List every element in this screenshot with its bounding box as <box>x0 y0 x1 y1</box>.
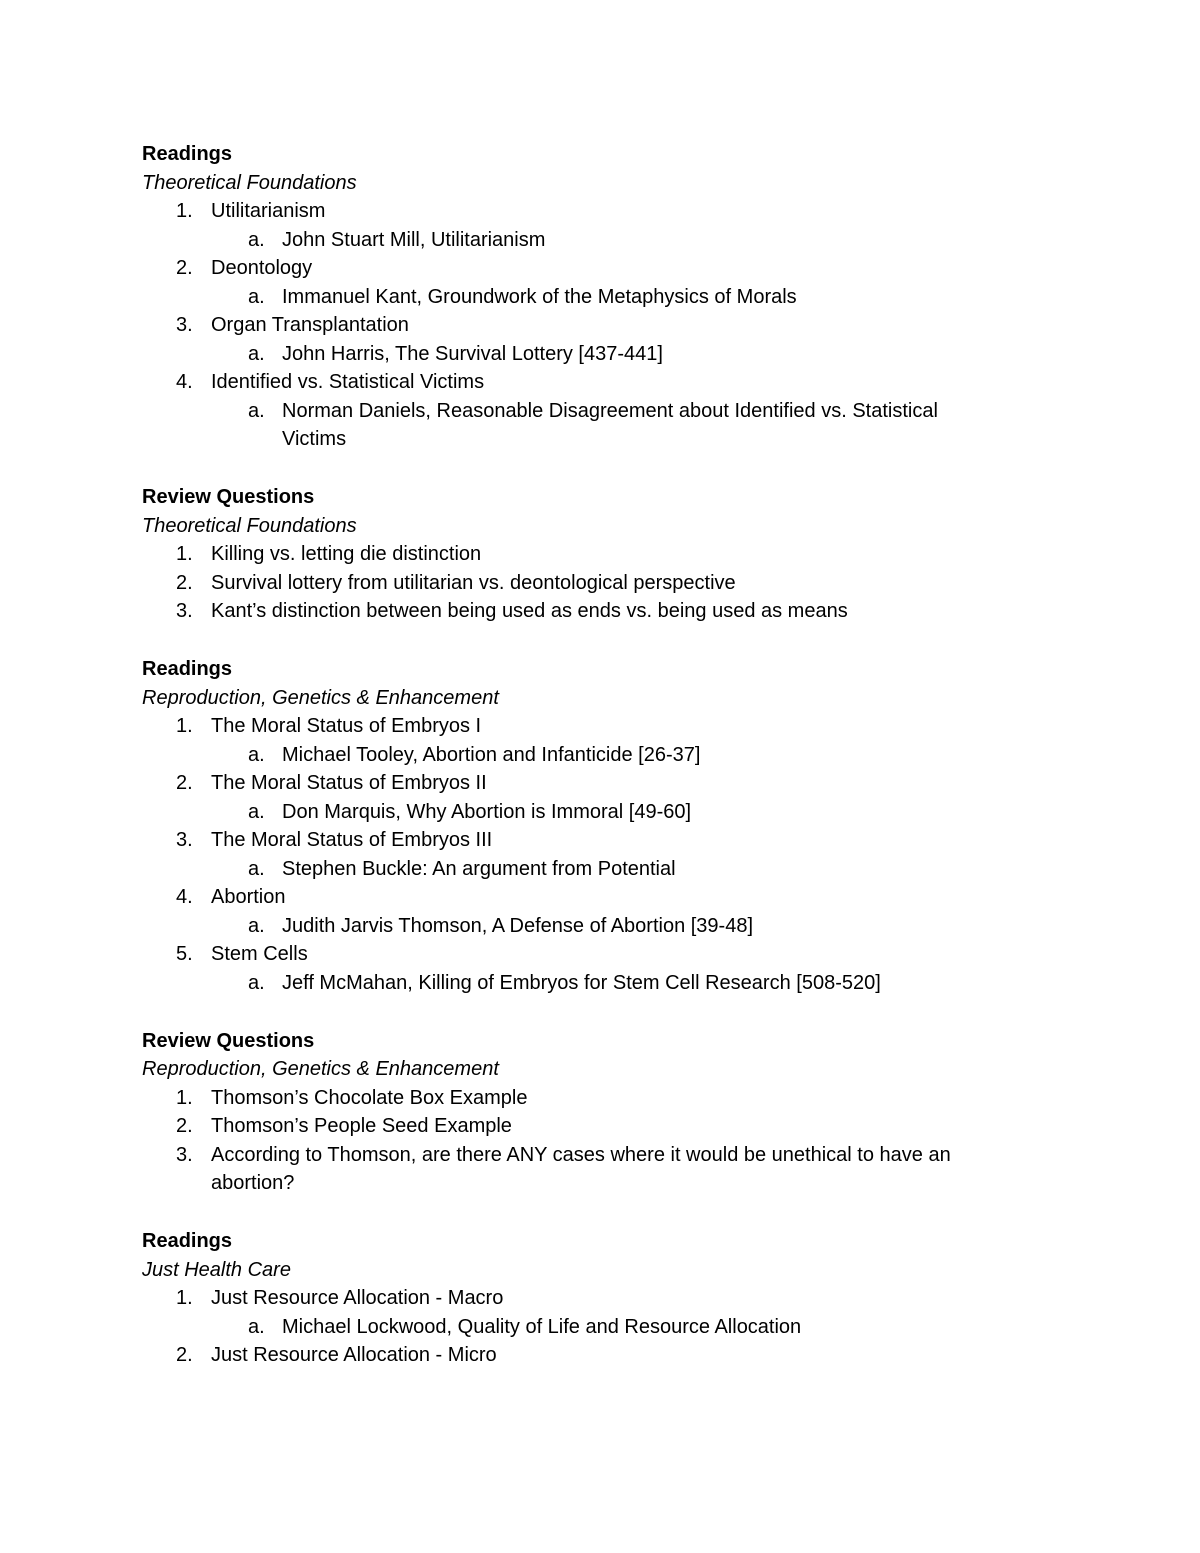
list-number: 3. <box>176 600 193 622</box>
section-readings-theoretical <box>142 140 1042 454</box>
list-item <box>142 569 1042 598</box>
list-item <box>142 883 1042 912</box>
list-item-text: Deontology <box>211 257 313 279</box>
list-item-text: According to Thomson, are there ANY cases where it would be unethical to have an abortion? <box>211 1143 951 1194</box>
sub-list-letter: a. <box>248 342 265 365</box>
list-number: 4. <box>176 371 193 393</box>
list-number: 1. <box>176 715 193 737</box>
list-item <box>142 712 1042 741</box>
sub-list-item-text: Stephen Buckle: An argument from Potential <box>282 857 676 880</box>
sub-list-letter: a. <box>248 1315 265 1338</box>
list-number: 2. <box>176 772 193 794</box>
list-number: 1. <box>176 543 193 565</box>
section-subheading: Just Health Care <box>142 1258 291 1281</box>
sub-list-letter: a. <box>248 971 265 994</box>
list-number: 2. <box>176 1344 193 1366</box>
list-item <box>142 540 1042 569</box>
list-item <box>142 368 1042 397</box>
sub-list-letter: a. <box>248 800 265 823</box>
sub-list-item-text: Judith Jarvis Thomson, A Defense of Abortion [39-48] <box>282 914 754 937</box>
list-item-text: Thomson’s Chocolate Box Example <box>211 1086 528 1109</box>
list-number: 3. <box>176 314 193 336</box>
section-review-reproduction <box>142 1027 1042 1198</box>
sub-list-item-text: Jeff McMahan, Killing of Embryos for Stem Cell Research [508-520] <box>282 971 881 994</box>
list-item <box>142 254 1042 283</box>
sub-list-item-text: Michael Tooley, Abortion and Infanticide [26-37] <box>282 743 701 766</box>
document-body <box>142 140 1042 1370</box>
list-item <box>142 1141 1031 1198</box>
list-number: 1. <box>176 1086 193 1109</box>
list-item <box>142 940 1042 969</box>
sub-list-item <box>142 397 1002 454</box>
sub-list-item <box>142 1313 1002 1342</box>
sub-list-item <box>142 969 1002 998</box>
section-heading: Review Questions <box>142 1029 315 1052</box>
list-number: 3. <box>176 1143 193 1166</box>
list-item-text: Utilitarianism <box>211 200 326 222</box>
section-heading: Readings <box>142 658 233 680</box>
sub-list-letter: a. <box>248 914 265 937</box>
section-readings-reproduction <box>142 655 1042 997</box>
list-item-text: The Moral Status of Embryos II <box>211 772 487 794</box>
list-number: 2. <box>176 571 193 594</box>
sub-list-item-text: Norman Daniels, Reasonable Disagreement about Identified vs. Statistical Victims <box>282 399 938 450</box>
list-item-text: Abortion <box>211 886 286 908</box>
section-subheading: Theoretical Foundations <box>142 514 357 537</box>
section-subheading: Reproduction, Genetics & Enhancement <box>142 686 499 709</box>
list-item <box>142 1341 1042 1370</box>
list-number: 4. <box>176 886 193 908</box>
list-number: 1. <box>176 200 193 222</box>
list-item-text: Stem Cells <box>211 943 308 965</box>
section-review-theoretical <box>142 483 1042 626</box>
sub-list-letter: a. <box>248 399 265 422</box>
sub-list-letter: a. <box>248 743 265 766</box>
list-item-text: Thomson’s People Seed Example <box>211 1115 512 1137</box>
list-item-text: Organ Transplantation <box>211 314 409 336</box>
sub-list-item <box>142 340 1002 369</box>
list-item <box>142 1112 1042 1141</box>
section-readings-health-care <box>142 1227 1042 1370</box>
sub-list-item-text: John Harris, The Survival Lottery [437-441] <box>282 342 663 365</box>
list-number: 2. <box>176 1115 193 1137</box>
sub-list-item <box>142 283 1002 312</box>
list-item-text: Kant’s distinction between being used as ends vs. being used as means <box>211 600 848 622</box>
sub-list-item-text: John Stuart Mill, Utilitarianism <box>282 228 546 251</box>
sub-list-letter: a. <box>248 285 265 308</box>
sub-list-item <box>142 912 1002 941</box>
section-subheading: Theoretical Foundations <box>142 171 357 194</box>
section-heading: Readings <box>142 1230 233 1252</box>
section-heading: Review Questions <box>142 486 315 508</box>
sub-list-letter: a. <box>248 228 265 251</box>
sub-list-letter: a. <box>248 857 265 880</box>
sub-list-item-text: Michael Lockwood, Quality of Life and Resource Allocation <box>282 1315 802 1338</box>
list-item <box>142 826 1042 855</box>
list-item <box>142 311 1042 340</box>
list-number: 1. <box>176 1287 193 1309</box>
list-number: 3. <box>176 829 193 851</box>
section-heading: Readings <box>142 143 233 165</box>
list-item-text: The Moral Status of Embryos III <box>211 829 493 851</box>
list-item-text: Just Resource Allocation - Micro <box>211 1344 497 1366</box>
sub-list-item-text: Don Marquis, Why Abortion is Immoral [49-60] <box>282 800 692 823</box>
list-number: 5. <box>176 943 193 965</box>
list-item-text: Identified vs. Statistical Victims <box>211 371 485 393</box>
list-item-text: The Moral Status of Embryos I <box>211 715 482 737</box>
list-item <box>142 597 1042 626</box>
list-item-text: Just Resource Allocation - Macro <box>211 1287 504 1309</box>
list-item <box>142 197 1042 226</box>
list-item-text: Survival lottery from utilitarian vs. deontological perspective <box>211 571 736 594</box>
list-item <box>142 1284 1042 1313</box>
list-item <box>142 769 1042 798</box>
list-item-text: Killing vs. letting die distinction <box>211 543 482 565</box>
sub-list-item <box>142 855 1002 884</box>
list-item <box>142 1084 1042 1113</box>
list-number: 2. <box>176 257 193 279</box>
sub-list-item <box>142 798 1002 827</box>
sub-list-item <box>142 226 1002 255</box>
sub-list-item-text: Immanuel Kant, Groundwork of the Metaphysics of Morals <box>282 285 797 308</box>
sub-list-item <box>142 741 1002 770</box>
section-subheading: Reproduction, Genetics & Enhancement <box>142 1058 499 1080</box>
